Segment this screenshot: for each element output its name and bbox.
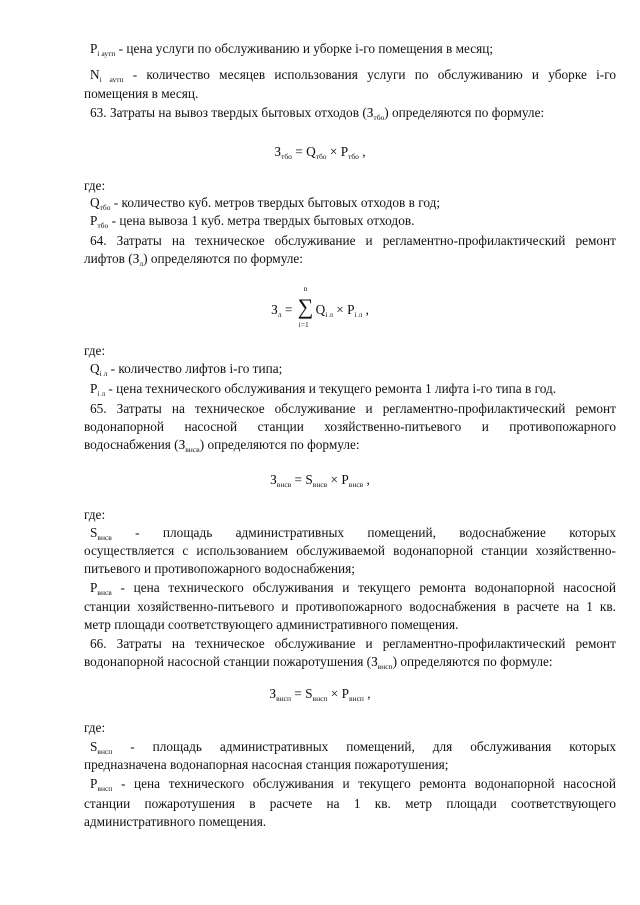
text-line: метр площади соответствующего административного помещения. xyxy=(84,617,459,632)
def-q-tbo: $Q_{тбо}$ - количество куб. метров твердых бытовых отходов в год; xyxy=(90,195,441,212)
para-66: 66. Затраты на техническое обслуживание и регламентно-профилактический ремонт xyxy=(90,636,616,651)
formula-63: $З_{тбо} = Q_{тбо} \times P_{тбо}$ , xyxy=(274,144,366,161)
where-label: где: xyxy=(84,507,106,522)
def-p-vnsv: $P_{внсв}$ - цена технического обслуживания и текущего ремонта водонапорной насосной xyxy=(90,580,616,596)
def-s-vnsv: $S_{внсв}$ - площадь административных помещений, водоснабжение которых xyxy=(90,525,616,541)
def-p-tbo: $P_{тбо}$ - цена вывоза 1 куб. метра твердых бытовых отходов. xyxy=(90,213,415,230)
text-line: помещения в месяц. xyxy=(84,86,199,101)
para-64: 64. Затраты на техническое обслуживание и регламентно-профилактический ремонт xyxy=(90,233,616,248)
def-p-l: $P_{i л}$ - цена технического обслуживания и текущего ремонта 1 лифта i-го типа в год. xyxy=(90,381,557,398)
text-line: станции хозяйственно-питьевого и противопожарного водоснабжения в расчете на 1 кв. xyxy=(84,599,616,614)
def-n-autp: $N_{i аутп}$ - количество месяцев использования услуги по обслуживанию и уборке i-го xyxy=(90,67,616,83)
para-66-cont: водонапорной насосной станции пожаротушения $(З_{внсп})$ определяются по формуле: xyxy=(84,654,553,671)
where-label: где: xyxy=(84,720,106,735)
text-line: водонапорной насосной станции хозяйственно-питьевого и противопожарного xyxy=(84,419,616,434)
where-label: где: xyxy=(84,178,106,193)
def-p-autp: $P_{i аутп}$ - цена услуги по обслуживанию и уборке i-го помещения в месяц; xyxy=(90,41,494,58)
para-65-cont: водоснабжения $(З_{внсв})$ определяются по формуле: xyxy=(84,437,360,454)
text-line: административного помещения. xyxy=(84,814,267,829)
formula-65: $З_{внсв} = S_{внсв} \times P_{внсв}$ , xyxy=(270,472,370,489)
text-line: осуществляется с использованием обслуживаемой водонапорной станции хозяйственно- xyxy=(84,543,616,558)
para-63: 63. Затраты на вывоз твердых бытовых отходов $(З_{тбо})$ определяются по формуле: xyxy=(90,105,545,122)
text-line: питьевого и противопожарного водоснабжения; xyxy=(84,561,355,576)
text-line: предназначена водонапорная насосная станция пожаротушения; xyxy=(84,757,449,772)
def-p-vnsp: $P_{внсп}$ - цена технического обслуживания и текущего ремонта водонапорной насосной xyxy=(90,776,616,792)
def-q-l: $Q_{i л}$ - количество лифтов i-го типа; xyxy=(90,361,283,378)
para-64-cont: лифтов $(З_л)$ определяются по формуле: xyxy=(84,251,304,268)
para-65: 65. Затраты на техническое обслуживание и регламентно-профилактический ремонт xyxy=(90,401,616,416)
formula-66: $З_{внсп} = S_{внсп} \times P_{внсп}$ , xyxy=(269,686,371,703)
where-label: где: xyxy=(84,343,106,358)
symbol: P xyxy=(90,41,98,56)
def-s-vnsp: $S_{внсп}$ - площадь административных помещений, для обслуживания которых xyxy=(90,739,616,755)
text-line: станции пожаротушения в расчете на 1 кв. метр площади соответствующего xyxy=(84,796,616,811)
sum-sign: n ∑ i=1 xyxy=(297,284,314,329)
formula-64: $З_л$ = n ∑ i=1 $Q_{i л} \times P_{i л}$ , xyxy=(271,284,369,329)
